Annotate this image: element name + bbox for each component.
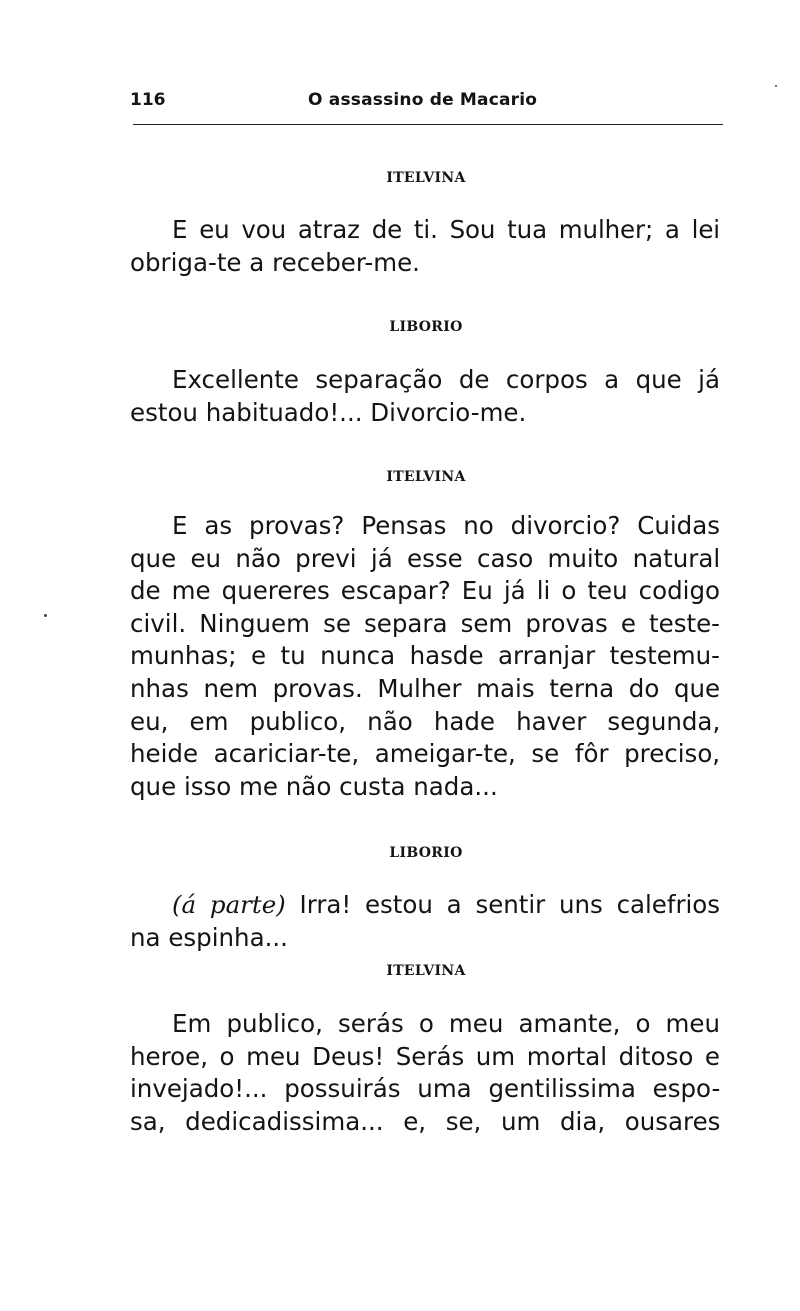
speech-line: E eu vou atraz de ti. Sou tua mulher; a lei (172, 215, 720, 244)
speech-line: civil. Ninguem se separa sem provas e teste- (130, 608, 720, 638)
speech-line: E as provas? Pensas no divorcio? Cuidas (172, 511, 720, 540)
speech-line: heide acariciar-te, ameigar-te, se fôr preciso, (130, 739, 721, 769)
speech-line: invejado!... possuirás uma gentilissima espo- (130, 1074, 721, 1104)
speech-paragraph (130, 364, 720, 429)
speaker-name: ITELVINA (386, 170, 466, 186)
speech-line: de me quereres escapar? Eu já li o teu codigo (130, 576, 720, 606)
speech-line: eu, em publico, não hade haver segunda, (130, 706, 721, 736)
stage-direction: (á parte) (172, 890, 286, 919)
speech-line: estou habituado!... Divorcio-me. (130, 397, 527, 427)
header-rule (133, 124, 723, 125)
speech-paragraph (130, 1008, 720, 1138)
speech-line-text: Irra! estou a sentir uns calefrios (299, 890, 720, 919)
speech-line: obriga-te a receber-me. (130, 247, 420, 277)
speaker-name: ITELVINA (386, 963, 466, 979)
page-number: 116 (130, 90, 166, 110)
speaker-name: LIBORIO (389, 319, 463, 335)
speech-line: sa, dedicadissima... e, se, um dia, ousares (130, 1106, 721, 1136)
speech-line: munhas; e tu nunca hasde arranjar testemu- (130, 641, 720, 671)
page-header (130, 90, 722, 118)
speech-line: Excellente separação de corpos a que já (172, 365, 720, 394)
speaker-name: ITELVINA (386, 469, 466, 485)
running-title: O assassino de Macario (308, 90, 538, 110)
speech-paragraph (130, 510, 720, 803)
speech-paragraph (130, 889, 720, 954)
speech-line: que isso me não custa nada... (130, 771, 498, 801)
speech-line: Em publico, serás o meu amante, o meu (172, 1009, 720, 1038)
speech-paragraph (130, 214, 720, 279)
speech-line: na espinha... (130, 922, 288, 952)
speech-line (130, 889, 720, 922)
speaker-name: LIBORIO (389, 845, 463, 861)
scan-speck (775, 85, 777, 87)
speech-line: nhas nem provas. Mulher mais terna do que (130, 673, 721, 703)
speech-line: heroe, o meu Deus! Serás um mortal ditoso e (130, 1041, 720, 1071)
speech-line: que eu não previ já esse caso muito natural (130, 543, 721, 573)
scan-speck (44, 614, 47, 617)
